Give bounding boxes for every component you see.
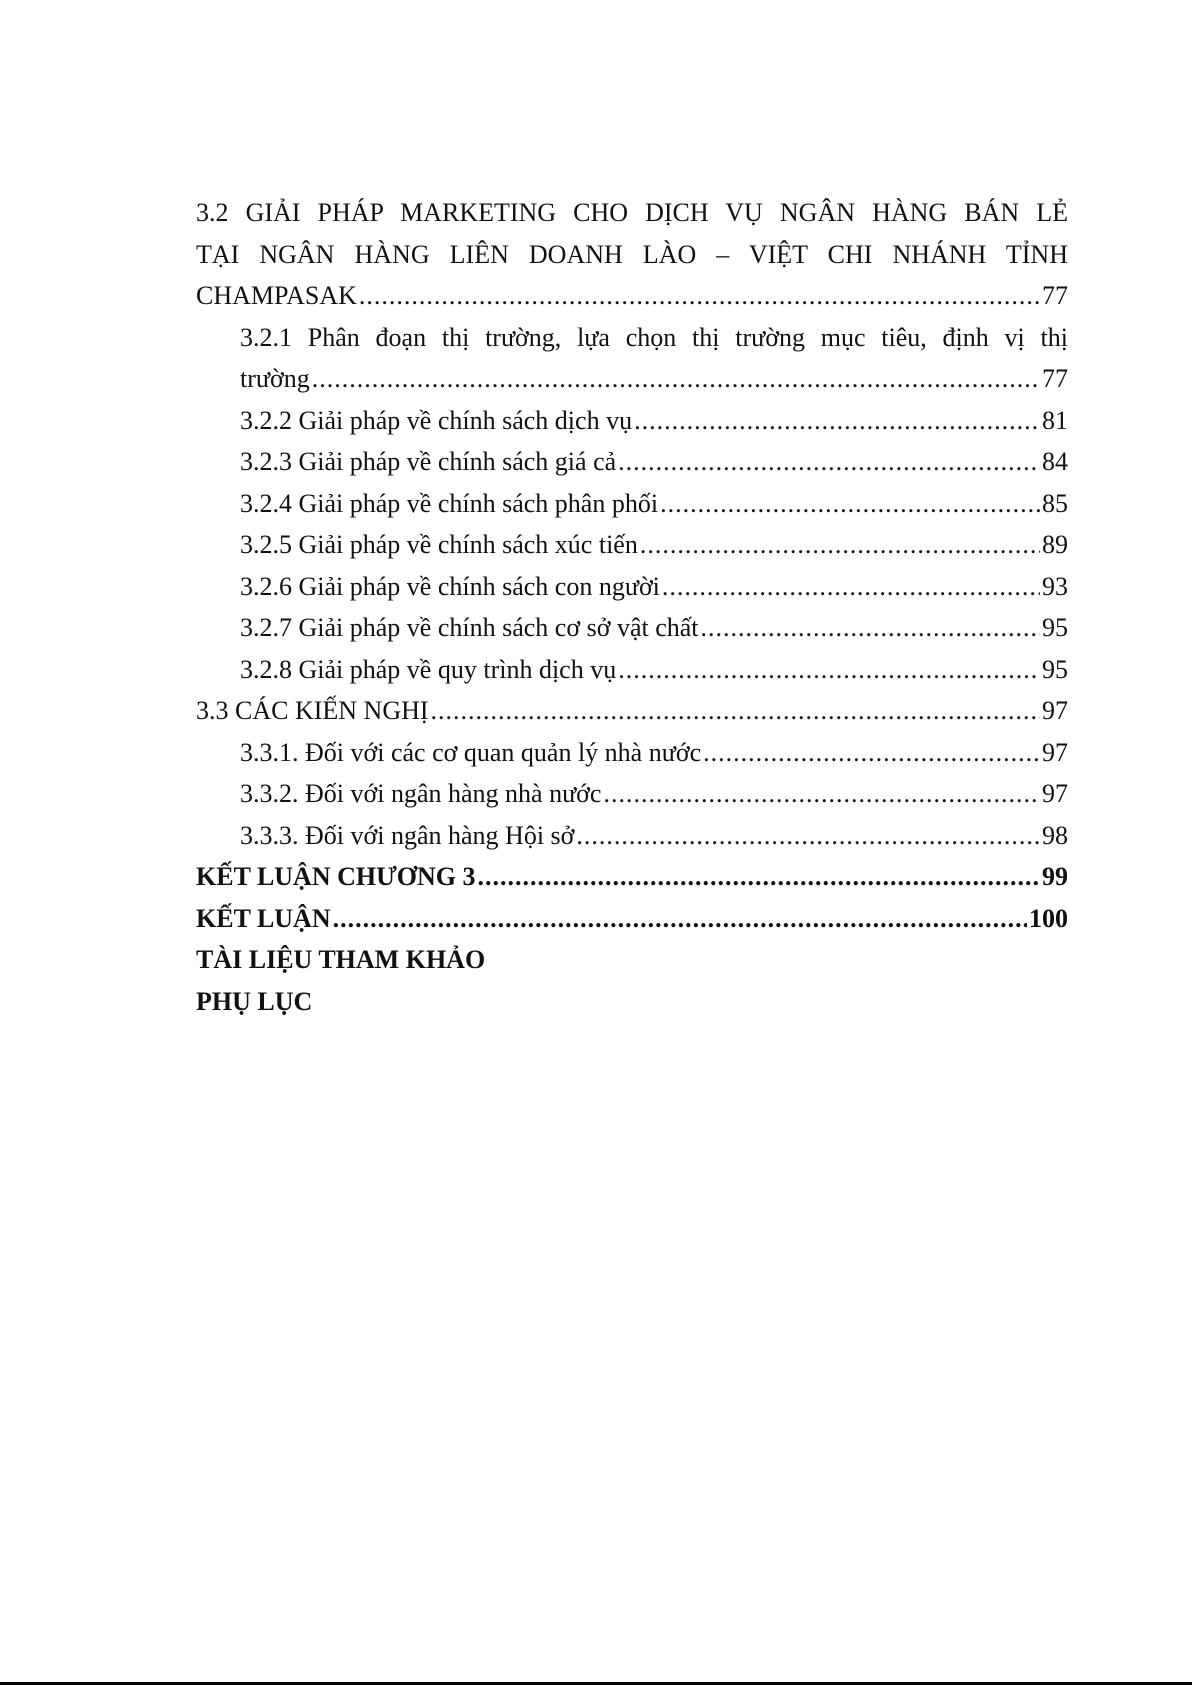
toc-entry-3-2-7[interactable] (196, 607, 1068, 649)
toc-entry-3-2-5[interactable] (196, 524, 1068, 566)
toc-entry-title: 3.3.3. Đối với ngân hàng Hội sở (240, 820, 575, 850)
toc-entry-title: 3.2.6 Giải pháp về chính sách con người (240, 571, 660, 601)
toc-page-number: 98 (1042, 820, 1068, 850)
toc-entry-text: TẠI NGÂN HÀNG LIÊN DOANH LÀO – VIỆT CHI NHÁNH TỈNH (196, 239, 1068, 269)
toc-entry-ket-luan[interactable] (196, 898, 1068, 940)
toc-entry-title: PHỤ LỤC (196, 986, 313, 1016)
toc-entry-title: 3.2.7 Giải pháp về chính sách cơ sở vật chất (240, 613, 699, 642)
toc-entry-title: 3.3.2. Đối với ngân hàng nhà nước (240, 779, 602, 808)
dot-leader (478, 856, 1040, 898)
toc-entry-title: KẾT LUẬN (196, 903, 331, 933)
toc-entry-title: CHAMPASAK (196, 281, 357, 310)
toc-page-number: 93 (1042, 571, 1068, 601)
dot-leader (576, 815, 1040, 857)
toc-entry-text: 3.2.1 Phân đoạn thị trường, lựa chọn thị trường mục tiêu, định vị thị (240, 322, 1068, 352)
table-of-contents (196, 192, 1068, 1022)
dot-leader (634, 400, 1040, 442)
dot-leader (618, 649, 1040, 691)
toc-page-number: 77 (1042, 364, 1068, 393)
toc-entry-title: 3.2.3 Giải pháp về chính sách giá cả (240, 447, 617, 476)
toc-entry-tai-lieu-tham-khao[interactable] (196, 939, 1068, 981)
toc-entry-title: 3.2.5 Giải pháp về chính sách xúc tiến (240, 530, 638, 559)
toc-entry-3-2-6[interactable] (196, 566, 1068, 608)
toc-page-number: 97 (1042, 737, 1068, 767)
toc-entry-3-3-3[interactable] (196, 815, 1068, 857)
dot-leader (662, 566, 1040, 608)
dot-leader (640, 524, 1040, 566)
toc-entry-text: 3.2 GIẢI PHÁP MARKETING CHO DỊCH VỤ NGÂN HÀNG BÁN LẺ (196, 198, 1068, 227)
toc-entry-title: 3.2.4 Giải pháp về chính sách phân phối (240, 488, 659, 518)
dot-leader (603, 773, 1040, 815)
dot-leader (431, 690, 1040, 732)
toc-entry-title: 3.3 CÁC KIẾN NGHỊ (196, 696, 429, 725)
dot-leader (359, 275, 1040, 317)
toc-entry-3-2[interactable] (196, 192, 1068, 317)
toc-page-number: 95 (1042, 654, 1068, 684)
dot-leader (333, 898, 1027, 940)
toc-entry-3-2-8[interactable] (196, 649, 1068, 691)
toc-page-number: 84 (1042, 447, 1068, 476)
dot-leader (312, 358, 1040, 400)
toc-entry-3-3-2[interactable] (196, 773, 1068, 815)
toc-entry-3-2-1[interactable] (196, 317, 1068, 400)
dot-leader (701, 607, 1040, 649)
toc-page-number: 99 (1042, 862, 1068, 891)
toc-entry-3-3-1[interactable] (196, 732, 1068, 774)
toc-page-number: 81 (1042, 405, 1068, 435)
dot-leader (703, 732, 1040, 774)
toc-entry-3-3[interactable] (196, 690, 1068, 732)
toc-page-number: 97 (1042, 779, 1068, 808)
toc-entry-title: KẾT LUẬN CHƯƠNG 3 (196, 862, 476, 891)
toc-entry-title: 3.2.2 Giải pháp về chính sách dịch vụ (240, 405, 633, 435)
toc-entry-title: 3.3.1. Đối với các cơ quan quản lý nhà nước (240, 737, 702, 767)
toc-page-number: 85 (1042, 488, 1068, 518)
toc-page-number: 97 (1042, 696, 1068, 725)
toc-page-number: 77 (1042, 281, 1068, 310)
toc-page-number: 89 (1042, 530, 1068, 559)
toc-entry-3-2-4[interactable] (196, 483, 1068, 525)
toc-entry-ket-luan-chuong-3[interactable] (196, 856, 1068, 898)
toc-entry-title: TÀI LIỆU THAM KHẢO (196, 945, 486, 974)
dot-leader (618, 441, 1040, 483)
toc-page-number: 95 (1042, 613, 1068, 642)
toc-entry-3-2-3[interactable] (196, 441, 1068, 483)
toc-entry-3-2-2[interactable] (196, 400, 1068, 442)
toc-entry-phu-luc[interactable] (196, 981, 1068, 1023)
toc-entry-title: 3.2.8 Giải pháp về quy trình dịch vụ (240, 654, 617, 684)
toc-page-number: 100 (1029, 903, 1068, 933)
dot-leader (660, 483, 1040, 525)
toc-entry-title: trường (240, 364, 310, 393)
